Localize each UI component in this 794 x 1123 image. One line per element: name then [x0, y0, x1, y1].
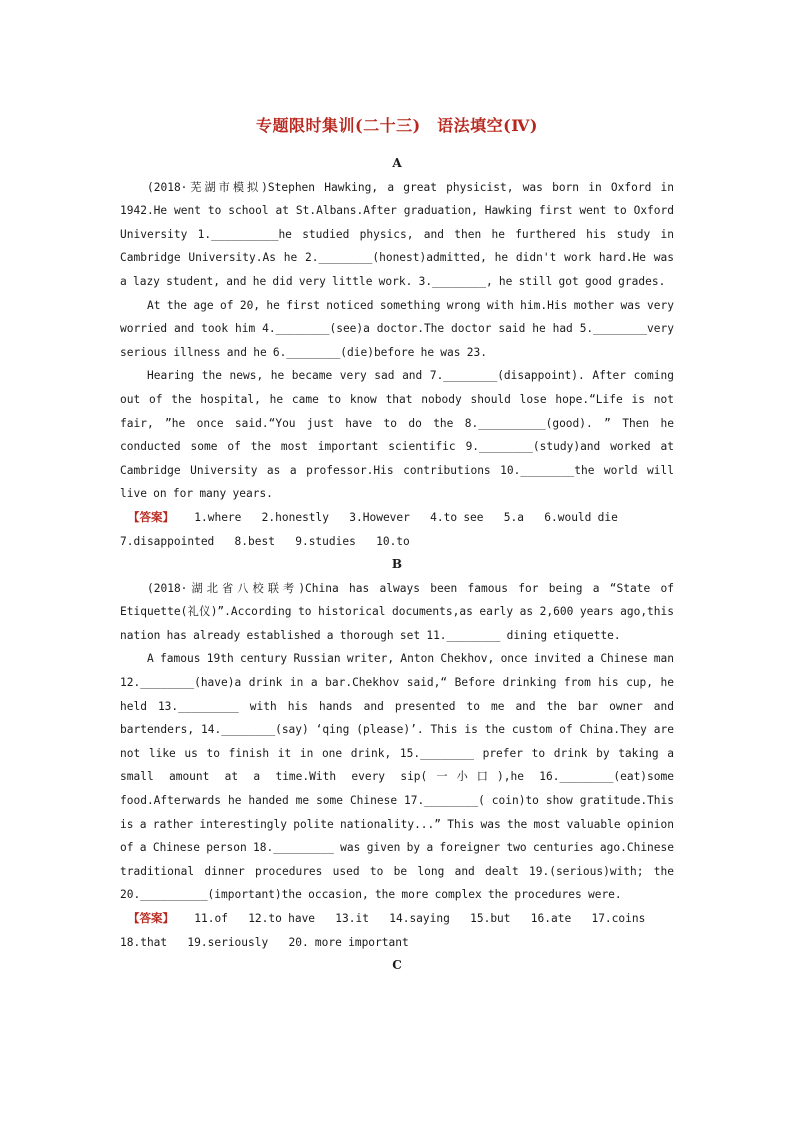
answer-item: 14.saying — [389, 912, 450, 925]
section-a-paragraph-1: (2018·芜湖市模拟)Stephen Hawking, a great physicist, was born in Oxford in 1942.He went to school at St.Albans.After graduation, Hawking first went to Oxford University 1.__________he studied physics, and then he furthered his study in Cambridge University.As he 2.________(honest)admitted, he didn't work hard.He was a lazy student, and he did very little work. 3.________, he still got good grades. — [120, 180, 674, 288]
answer-item: 1.where — [194, 510, 242, 524]
section-a-paragraph-3: Hearing the news, he became very sad and 7.________(disappoint). After coming out of the hospital, he came to know that nobody should lose hope.“Life is not fair, ”he once said.“You just have to do the 8.__________(good). ” Then he conducted some of the most important scientific 9.________(study)and worked at Cambridge University as a professor.His contributions 10.________the world will live on for many years. — [120, 369, 674, 501]
section-c-label: C — [392, 958, 402, 973]
answer-item: 18.that — [120, 935, 168, 949]
answer-item: 20. more important — [288, 935, 409, 949]
answer-item: 12.to have — [248, 912, 316, 925]
document-page — [120, 112, 674, 978]
section-a-answers-line-2 — [120, 530, 674, 554]
answer-item: 17.coins — [591, 912, 646, 925]
answer-item: 9.studies — [295, 534, 356, 548]
answer-item: 6.would die — [544, 510, 618, 524]
section-a-label: A — [392, 156, 402, 170]
section-a-paragraph-2: At the age of 20, he first noticed something wrong with him.His mother was very worried and took him 4.________(see)a doctor.The doctor said he had 5.________very serious illness and he 6.________(die)before he was 23. — [120, 298, 674, 359]
section-b-answers-line-1 — [120, 907, 674, 931]
answer-item: 5.a — [503, 510, 524, 524]
section-b-paragraph-1: (2018·湖北省八校联考)China has always been famous for being a “State of Etiquette(礼仪)”.According to historical documents,as early as 2,600 years ago,this nation has already established a thorough set 11.________ dining etiquette. — [120, 581, 674, 642]
answer-item: 10.to — [376, 534, 410, 548]
section-a-answers-line-1 — [120, 506, 674, 530]
answer-item: 19.seriously — [187, 935, 269, 949]
answer-item: 7.disappointed — [120, 534, 215, 548]
answer-item: 3.However — [349, 510, 410, 524]
section-b-label: B — [391, 557, 403, 572]
answer-item: 4.to see — [430, 510, 484, 524]
answer-label: 【答案】 — [128, 509, 174, 524]
answer-item: 16.ate — [530, 912, 572, 925]
answer-label: 【答案】 — [128, 911, 174, 925]
answer-item: 13.it — [335, 912, 369, 925]
answer-item: 8.best — [234, 534, 275, 548]
answer-item: 11.of — [194, 912, 228, 925]
answer-item: 2.honestly — [261, 510, 330, 524]
answer-item: 15.but — [470, 912, 511, 925]
section-b-answers-line-2 — [120, 931, 674, 955]
document-title: 专题限时集训(二十三) 语法填空(Ⅳ) — [256, 116, 538, 135]
section-b-paragraph-2: A famous 19th century Russian writer, Anton Chekhov, once invited a Chinese man 12.________(have)a drink in a bar.Chekhov said,“ Before drinking from his cup, he held 13._________ with his hands and presented to me and the bar owner and bartenders, 14.________(say) ‘qing (please)’. This is the custom of China.They are not like us to finish it in one drink, 15.________ prefer to drink by taking a small amount at a time.With every sip(一小口),he 16.________(eat)some food.Afterwards he handed me some Chinese 17.________( coin)to show gratitude.This is a rather interestingly polite nationality...” This was the most valuable opinion of a Chinese person 18._________ was given by a foreigner two centuries ago.Chinese traditional dinner procedures used to be long and dealt 19.(serious)with; the 20.__________(important)the occasion, the more complex the procedures were. — [120, 652, 674, 902]
